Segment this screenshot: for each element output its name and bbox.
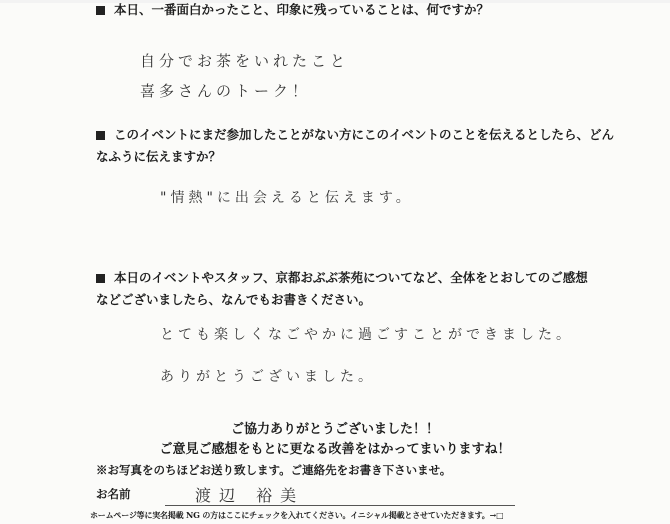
question-3-bullet — [96, 274, 105, 283]
question-2-text-line-2: なふうに伝えますか？ — [96, 149, 222, 164]
question-1-bullet — [96, 6, 105, 15]
answer-1-line-2: 喜多さんのトーク！ — [140, 82, 312, 100]
answer-3-line-2: ありがとうございました。 — [160, 369, 376, 385]
answer-3-line-1: とても楽しくなごやかに過ごすことができました。 — [160, 327, 574, 343]
question-2-text-line-1: このイベントにまだ参加したことがない方にこのイベントのことを伝えるとしたら、どん — [114, 127, 615, 142]
closing-improvement-note: ご意見ご感想をもとに更なる改善をはかってまいりますね！ — [159, 442, 511, 457]
footer-note: ホームページ等に実名掲載 NG の方はここにチェックを入れてください。イニシャル掲載とさせていただきます。→□ — [90, 510, 504, 520]
name-label: お名前 — [96, 487, 131, 501]
name-value: 渡辺 裕美 — [195, 486, 305, 505]
photo-note: ※お写真をのちほどお送り致します。ご連絡先をお書き下さいませ。 — [96, 463, 452, 477]
name-underline — [165, 505, 515, 506]
answer-2-line-1: "情熱"に出会えると伝えます。 — [160, 190, 414, 206]
question-3-text-line-1: 本日のイベントやスタッフ、京都おぶぶ茶苑についてなど、全体をとおしてのご感想 — [114, 270, 588, 285]
question-2-bullet — [96, 131, 105, 140]
answer-1-line-1: 自分でお茶をいれたこと — [140, 52, 350, 70]
closing-thanks: ご協力ありがとうございました！！ — [230, 422, 439, 437]
question-3-text-line-2: などございましたら、なんでもお書きください。 — [96, 292, 372, 307]
question-1-text: 本日、一番面白かったこと、印象に残っていることは、何ですか？ — [114, 2, 490, 17]
